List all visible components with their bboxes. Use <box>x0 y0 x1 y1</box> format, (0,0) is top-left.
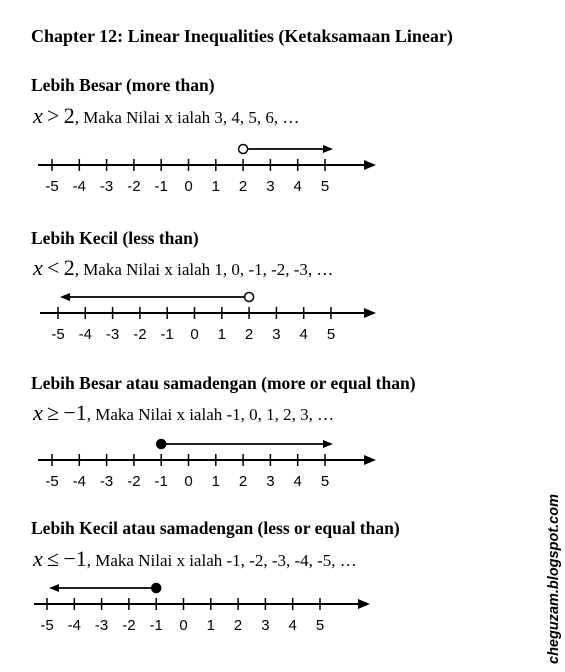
section-heading-more-or-equal: Lebih Besar atau samadengan (more or equal than) <box>31 373 416 393</box>
inequality-operator: ≥ <box>47 400 60 425</box>
tick-label: 1 <box>206 617 215 634</box>
axis-arrow-head <box>364 308 376 318</box>
inequality-solution-text: , Maka Nilai x ialah -1, -2, -3, -4, -5, … <box>86 551 357 570</box>
tick-label: 2 <box>238 178 248 195</box>
tick-label: 5 <box>320 178 330 195</box>
section-heading-less-or-equal: Lebih Kecil atau samadengan (less or equal than) <box>31 518 400 538</box>
inequality-operator: < <box>47 255 60 280</box>
number-line-more-than <box>0 140 400 200</box>
tick-label: -2 <box>133 326 147 343</box>
tick-label: -2 <box>127 178 141 195</box>
inequality-variable: x <box>33 546 43 571</box>
inequality-statement-more-or-equal <box>33 400 334 426</box>
tick-label: -3 <box>99 473 114 490</box>
tick-label: -1 <box>154 473 168 490</box>
tick-label: 0 <box>184 473 193 490</box>
inequality-variable: x <box>33 103 43 128</box>
solution-arrow-head <box>60 293 70 301</box>
tick-label: 3 <box>272 326 281 343</box>
closed-endpoint-dot <box>157 440 166 449</box>
inequality-number: 2 <box>63 255 75 280</box>
tick-label: -2 <box>127 473 141 490</box>
tick-label: 5 <box>326 326 336 343</box>
inequality-number: −1 <box>63 546 87 571</box>
inequality-number: 2 <box>63 103 75 128</box>
axis-arrow-head <box>364 160 376 170</box>
tick-label: 1 <box>211 178 220 195</box>
tick-label: -4 <box>67 617 81 634</box>
tick-label: -1 <box>154 178 168 195</box>
tick-label: -1 <box>149 617 163 634</box>
tick-label: -5 <box>45 473 59 490</box>
tick-label: -5 <box>40 617 54 634</box>
number-line-more-or-equal <box>0 432 400 492</box>
tick-label: 0 <box>179 617 188 634</box>
tick-label: -3 <box>99 178 114 195</box>
closed-endpoint-dot <box>152 584 161 593</box>
tick-label: 4 <box>299 326 308 343</box>
tick-label: -5 <box>51 326 65 343</box>
inequality-solution-text: , Maka Nilai x ialah -1, 0, 1, 2, 3, … <box>86 405 335 424</box>
number-line-less-than <box>0 285 400 345</box>
solution-arrow-head <box>323 440 333 448</box>
inequality-operator: > <box>47 103 60 128</box>
inequality-solution-text: , Maka Nilai x ialah 1, 0, -1, -2, -3, … <box>74 260 334 279</box>
solution-arrow-head <box>323 145 333 153</box>
tick-label: 2 <box>233 617 243 634</box>
inequality-variable: x <box>33 400 43 425</box>
inequality-solution-text: , Maka Nilai x ialah 3, 4, 5, 6, … <box>74 108 300 127</box>
tick-label: 4 <box>293 178 302 195</box>
inequality-operator: ≤ <box>47 546 60 571</box>
tick-label: -3 <box>105 326 120 343</box>
tick-label: 3 <box>266 178 275 195</box>
axis-arrow-head <box>364 455 376 465</box>
tick-label: 4 <box>293 473 302 490</box>
page-title: Chapter 12: Linear Inequalities (Ketaksamaan Linear) <box>31 26 453 46</box>
inequality-statement-more-than <box>33 103 299 129</box>
tick-label: 0 <box>190 326 199 343</box>
tick-label: 3 <box>261 617 270 634</box>
tick-label: -4 <box>78 326 92 343</box>
tick-label: 0 <box>184 178 193 195</box>
tick-label: 5 <box>320 473 330 490</box>
tick-label: -4 <box>72 473 86 490</box>
section-heading-less-than: Lebih Kecil (less than) <box>31 228 199 248</box>
tick-label: 2 <box>244 326 254 343</box>
open-endpoint-circle <box>239 145 248 154</box>
inequality-statement-less-than <box>33 255 333 281</box>
open-endpoint-circle <box>245 293 254 302</box>
tick-label: -2 <box>122 617 136 634</box>
watermark: cheguzam.blogspot.com <box>546 494 562 664</box>
tick-label: 1 <box>217 326 226 343</box>
tick-label: -3 <box>94 617 109 634</box>
section-heading-more-than: Lebih Besar (more than) <box>31 75 215 95</box>
tick-label: -4 <box>72 178 86 195</box>
tick-label: 4 <box>288 617 297 634</box>
tick-label: -5 <box>45 178 59 195</box>
tick-label: 2 <box>238 473 248 490</box>
tick-label: 5 <box>315 617 325 634</box>
inequality-number: −1 <box>63 400 87 425</box>
tick-label: -1 <box>160 326 174 343</box>
tick-label: 1 <box>211 473 220 490</box>
inequality-statement-less-or-equal <box>33 546 357 572</box>
inequality-variable: x <box>33 255 43 280</box>
axis-arrow-head <box>358 599 370 609</box>
solution-arrow-head <box>49 584 59 592</box>
tick-label: 3 <box>266 473 275 490</box>
number-line-less-or-equal <box>0 574 400 634</box>
